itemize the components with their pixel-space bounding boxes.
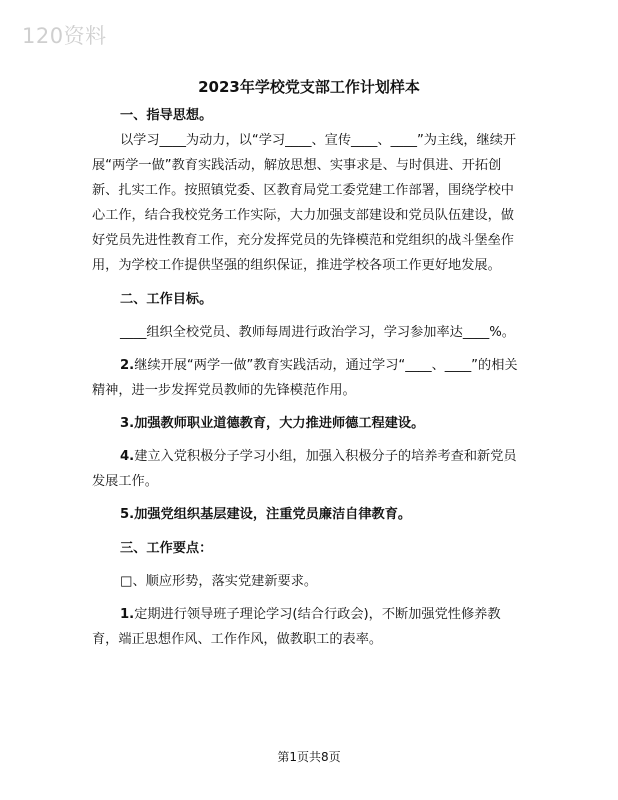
goal-item-5: 5.加强党组织基层建设，注重党员廉洁自律教育。 [120,507,412,522]
goal-item-2: 2.继续开展“两学一做”教育实践活动，通过学习“____、____”的相关精神，进一步发挥党员教师的先锋模范作用。 [92,358,518,398]
point-item-0: □、顺应形势，落实党建新要求。 [120,574,318,589]
document-body [92,103,524,652]
page-number: 第1页共8页 [277,750,341,764]
point-item-1: 1.定期进行领导班子理论学习(结合行政会)，不断加强党性修养教育，端正思想作风、工作作风，做教职工的表率。 [92,607,501,647]
goal-item-3: 3.加强教师职业道德教育，大力推进师德工程建设。 [120,416,425,431]
section-1-paragraph: 以学习____为动力，以“学习____、宣传____、____”为主线，继续开展“两学一做”教育实践活动，解放思想、实事求是、与时俱进、开拓创新、扎实工作。按照镇党委、区教育局党工委党建工作部署，围绕学校中心工作，结合我校党务工作实际，大力加强支部建设和党员队伍建设，做好党员先进性教育工作，充分发挥党员的先锋模范和党组织的战斗堡垒作用，为学校工作提供坚强的组织保证，推进学校各项工作更好地发展。 [92,133,517,273]
goal-item-1: ____组织全校党员、教师每周进行政治学习，学习参加率达____%。 [120,325,515,340]
document-title: 2023年学校党支部工作计划样本 [198,78,420,96]
watermark-text: 120资料 [22,24,107,48]
section-heading-2: 二、工作目标。 [120,292,213,307]
section-heading-1: 一、指导思想。 [120,108,213,123]
section-heading-3: 三、工作要点： [120,541,213,556]
goal-item-4: 4.建立入党积极分子学习小组，加强入积极分子的培养考查和新党员发展工作。 [92,449,517,489]
